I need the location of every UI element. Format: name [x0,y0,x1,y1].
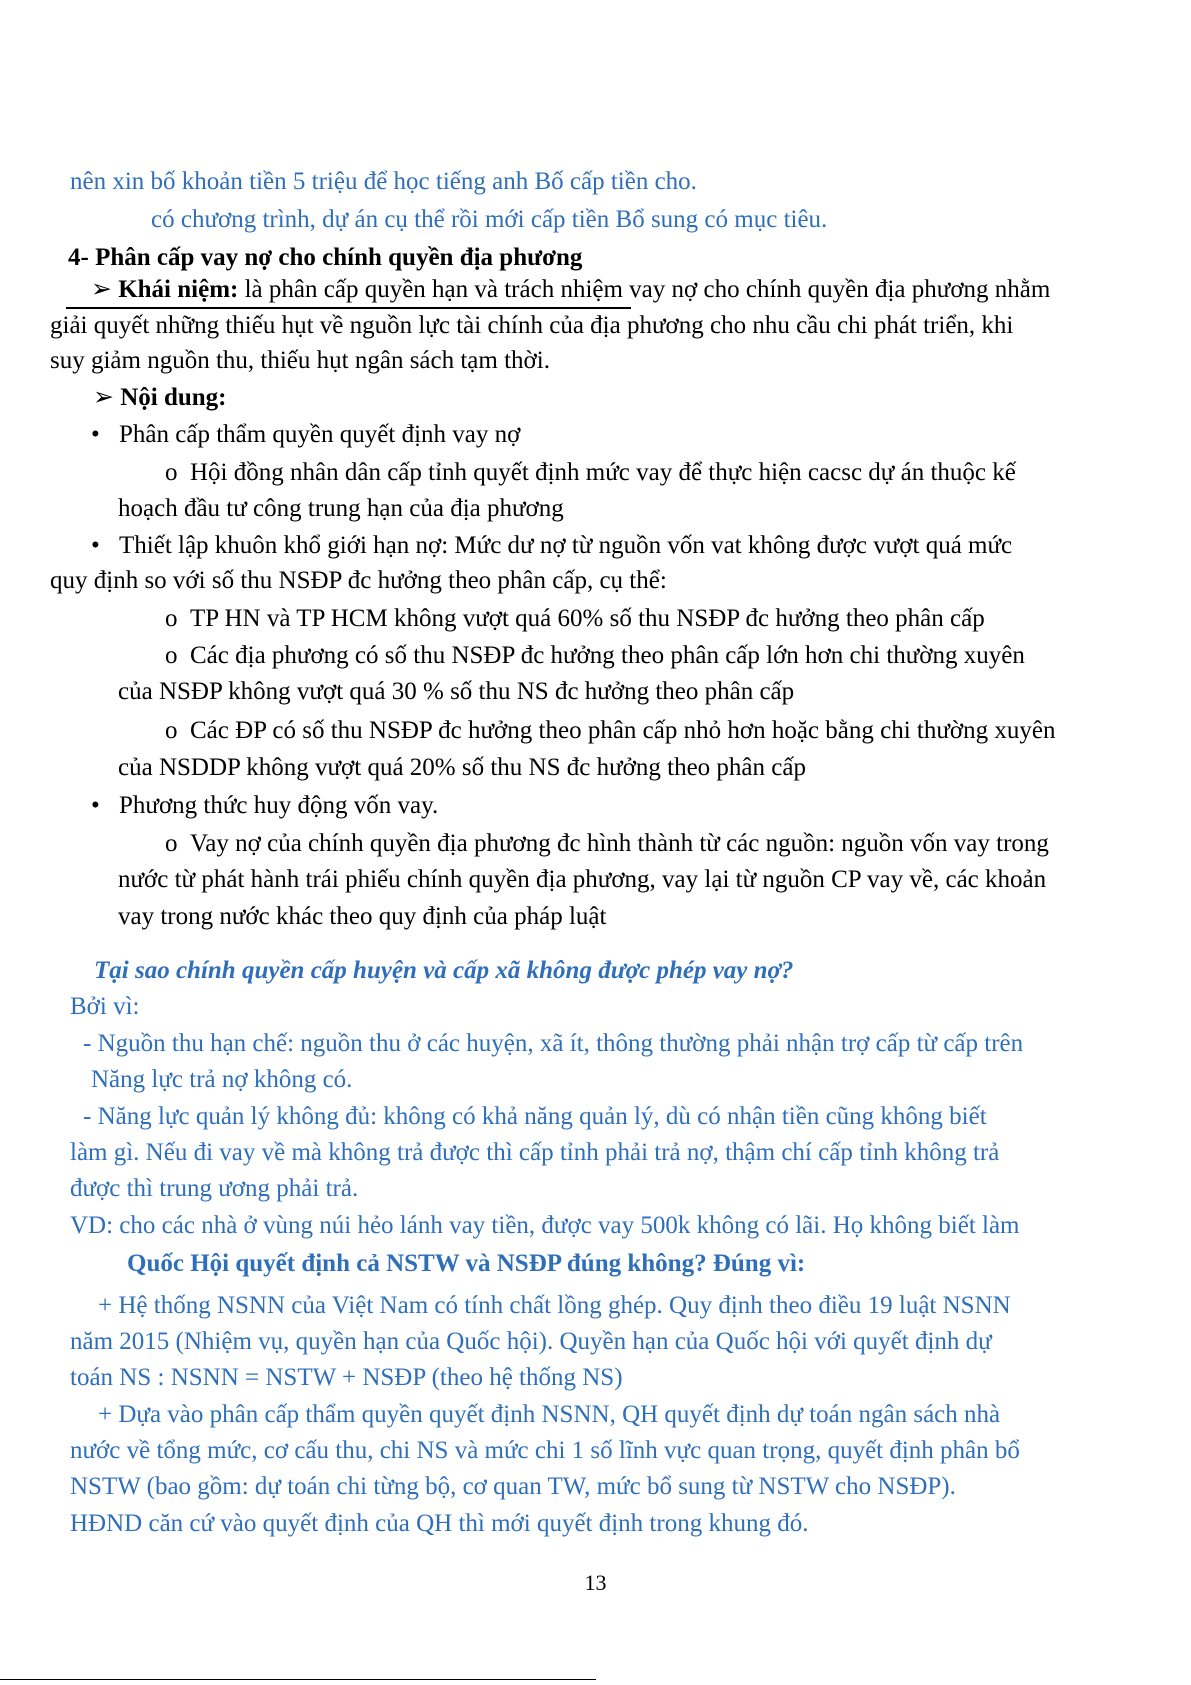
circle-marker: o [165,717,178,744]
text-line: vay trong nước khác theo quy định của pháp luật [118,903,607,930]
sub-item: Hội đồng nhân dân cấp tỉnh quyết định mức vay để thực hiện cacsc dự án thuộc kế [190,459,1016,486]
text-line: nên xin bố khoản tiền 5 triệu để học tiếng anh Bố cấp tiền cho. [70,168,697,195]
sub-item: Các ĐP có số thu NSĐP đc hưởng theo phân cấp nhỏ hơn hoặc bằng chi thường xuyên [190,717,1056,744]
sub-item: Vay nợ của chính quyền địa phương đc hình thành từ các nguồn: nguồn vốn vay trong [190,830,1049,857]
concept-label: Khái niệm: [118,276,239,303]
content-label: Nội dung: [120,384,227,411]
question-heading: Tại sao chính quyền cấp huyện và cấp xã không được phép vay nợ? [94,957,794,984]
text-line: Năng lực trả nợ không có. [91,1066,353,1093]
text-line: của NSĐP không vượt quá 30 % số thu NS đc hưởng theo phân cấp [118,678,795,705]
text-line: nước từ phát hành trái phiếu chính quyền địa phương, vay lại từ nguồn CP vay về, các khoản [118,866,1047,893]
text-line: Bởi vì: [70,993,140,1020]
text-line: có chương trình, dự án cụ thể rồi mới cấp tiền Bổ sung có mục tiêu. [151,206,828,233]
page-number: 13 [584,1570,607,1595]
text-line: làm gì. Nếu đi vay về mà không trả được thì cấp tỉnh phải trả nợ, thậm chí cấp tỉnh không trả [70,1139,1000,1166]
bullet-marker: • [91,532,100,559]
text-line: - Nguồn thu hạn chế: nguồn thu ở các huyện, xã ít, thông thường phải nhận trợ cấp từ cấp trên [83,1030,1024,1057]
text-line: + Dựa vào phân cấp thẩm quyền quyết định NSNN, QH quyết định dự toán ngân sách nhà [98,1401,1001,1428]
concept-text: là phân cấp quyền hạn và trách nhiệm vay nợ cho chính quyền địa phương nhằm [238,276,1051,303]
footer-rule [0,1679,596,1680]
text-line: hoạch đầu tư công trung hạn của địa phương [118,495,564,522]
bullet-item: Phân cấp thẩm quyền quyết định vay nợ [119,421,521,448]
section-heading: 4- Phân cấp vay nợ cho chính quyền địa phương [68,244,583,271]
text-line: - Năng lực quản lý không đủ: không có khả năng quản lý, dù có nhận tiền cũng không biết [83,1103,987,1130]
text-line: của NSDDP không vượt quá 20% số thu NS đc hưởng theo phân cấp [118,754,806,781]
underline-bar [66,307,631,309]
text-line: + Hệ thống NSNN của Việt Nam có tính chất lồng ghép. Quy định theo điều 19 luật NSNN [98,1292,1011,1319]
content-heading [93,383,227,413]
question-heading: Quốc Hội quyết định cả NSTW và NSĐP đúng không? Đúng vì: [127,1250,806,1277]
text-line: suy giảm nguồn thu, thiếu hụt ngân sách tạm thời. [50,347,550,374]
text-line: NSTW (bao gồm: dự toán chi từng bộ, cơ quan TW, mức bổ sung từ NSTW cho NSĐP). [70,1473,956,1500]
circle-marker: o [165,642,178,669]
arrow-bullet-icon: ➢ [93,384,114,411]
bullet-item: Phương thức huy động vốn vay. [119,792,439,819]
concept-line [91,275,1050,305]
circle-marker: o [165,605,178,632]
circle-marker: o [165,830,178,857]
circle-marker: o [165,459,178,486]
text-line: năm 2015 (Nhiệm vụ, quyền hạn của Quốc hội). Quyền hạn của Quốc hội với quyết định dự [70,1328,992,1355]
text-line: giải quyết những thiếu hụt về nguồn lực tài chính của địa phương cho nhu cầu chi phát triển, khi [50,312,1014,339]
text-line: được thì trung ương phải trả. [70,1175,359,1202]
text-line: toán NS : NSNN = NSTW + NSĐP (theo hệ thống NS) [70,1364,623,1391]
bullet-item: Thiết lập khuôn khổ giới hạn nợ: Mức dư nợ từ nguồn vốn vat không được vượt quá mức [119,532,1013,559]
sub-item: TP HN và TP HCM không vượt quá 60% số thu NSĐP đc hưởng theo phân cấp [190,605,985,632]
text-line: HĐND căn cứ vào quyết định của QH thì mới quyết định trong khung đó. [70,1510,809,1537]
arrow-bullet-icon: ➢ [91,276,112,303]
sub-item: Các địa phương có số thu NSĐP đc hưởng theo phân cấp lớn hơn chi thường xuyên [190,642,1025,669]
text-line: VD: cho các nhà ở vùng núi hẻo lánh vay tiền, được vay 500k không có lãi. Họ không biết làm [70,1212,1020,1239]
text-line: nước về tổng mức, cơ cấu thu, chi NS và mức chi 1 số lĩnh vực quan trọng, quyết định phân bổ [70,1437,1020,1464]
text-line: quy định so với số thu NSĐP đc hưởng theo phân cấp, cụ thể: [50,567,667,594]
bullet-marker: • [91,792,100,819]
bullet-marker: • [91,421,100,448]
